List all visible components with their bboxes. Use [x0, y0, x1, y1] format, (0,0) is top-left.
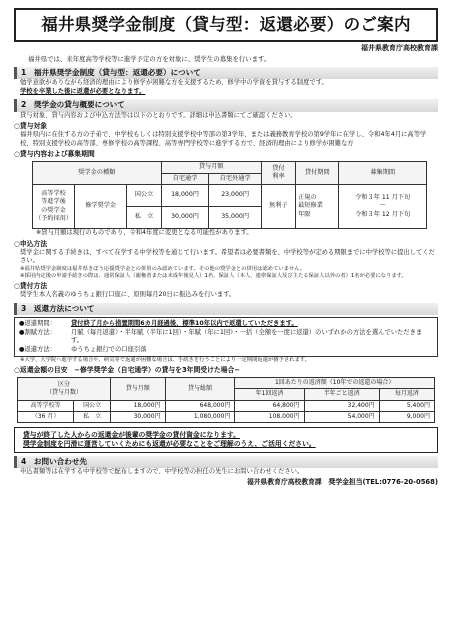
target-title: ○貸与対象: [14, 122, 48, 131]
section3-heading: 3 返還方法について: [14, 303, 438, 315]
td-monthly: 30,000円: [111, 411, 166, 422]
section4-heading: 4 お問い合わせ先: [14, 456, 438, 468]
bank-text: ゆうちょ銀行での口座引落: [71, 345, 147, 353]
td-monthly: 18,000円: [111, 400, 166, 411]
td-cat2: （36 月）: [18, 411, 74, 422]
repayment-table: [17, 377, 435, 422]
td-public: 国公立: [74, 400, 111, 411]
target-text: 福井県内に在住する方の子弟で、中学校もしくは特別支援学校中等部の第3学年、または義務教育学校の第9学年に在学し、令和4年4月に高等学校、特別支援学校の高等部、専修学校の高等課程、高等専門学校等に進学する方で、経済的理由により修学が困難な方: [20, 131, 427, 147]
intro-text: 福井県では、来年度高等学校等に進学予定の方を対象に、奨学生の募集を行います。: [28, 55, 271, 64]
loan-table: [32, 161, 427, 229]
repayment-note: ※大学、大学院へ進学する場合や、病気等で返還が困難な場合は、手続きを行うことにより一定期間返還が猶予されます。: [20, 357, 310, 364]
recruit-tilde: ～: [379, 202, 386, 210]
td-total: 648,000円: [165, 400, 235, 411]
department-name: 福井県教育庁高校教育課: [361, 44, 438, 52]
td-month: 5,400円: [379, 400, 434, 411]
td-private: 私 立: [74, 411, 111, 422]
period-text: 貸付終了月から措置期間6カ月経過後、標準10年以内で返還していただきます。: [71, 320, 298, 328]
content-title: ○貸与内容および募集期間: [14, 150, 95, 159]
table-note: ※貸与月額は現行のものであり、令和4年度に変更となる可能性があります。: [36, 229, 253, 237]
th-type: 奨学金の種類: [33, 162, 162, 185]
apply-text: 奨学金に関する手続きは、すべて在学する中学校等を通じて行います。希望者は必要書類を、中学校等が定める期限までに中学校等に提出してください。: [20, 248, 435, 265]
period-label: ●返還期間：: [19, 320, 56, 328]
installment-text: 月賦（毎月返還）・半年賦（半年に1回）・年賦（年に1回）・一括（全額を一度に返還）のいずれかの方法を選んでいただきます。: [71, 328, 423, 345]
td-recruit: [339, 185, 427, 229]
section2-heading: 2 奨学金の貸与概要について: [14, 99, 438, 111]
apply-note-2: ※採用内定後の申請手続きの際は、通常保証人（親権者または未成年後見人）1名、保証人（本人、連帯保証人及び主たる保証人以外の者）1名が必要になります。: [20, 272, 407, 279]
installment-label: ●割賦方法：: [19, 328, 56, 336]
title-box: [14, 8, 438, 42]
example-title: ○返還金額の目安 −修学奨学金（自宅通学）の貸与を3年間受けた場合−: [14, 366, 240, 375]
section4-text: 申込書類等は在学する中学校等で配布しますので、中学校等の担任の先生にお問い合わせください。: [20, 468, 304, 476]
td-rate: 無利子: [261, 185, 295, 229]
td-period: 正規の 最短修業 年限: [296, 185, 339, 229]
section2-text: 貸与対象、貸与内容および申込方法等は以下のとおりです。詳細は申込書類にてご確認ください。: [20, 111, 297, 119]
td-yearly: 108,000円: [235, 411, 304, 422]
td-pub-away: 23,000円: [209, 185, 261, 207]
th-half: 半年ごと返済: [304, 389, 379, 400]
section1-heading: 1 福井県奨学金制度（貸与型：返還必要）について: [14, 67, 438, 79]
section1-emphasis: 学校を卒業した後に返還が必要となります。: [20, 87, 146, 95]
message-line-2: 奨学金制度を円滑に運営していくためにも返還が必要なことをご理解のうえ、ご活用ください。: [23, 439, 316, 448]
th-rate: 貸付 利率: [261, 162, 295, 185]
bank-label: ●返還方法：: [19, 345, 56, 353]
recruit-start: 令和３年 11 月下旬: [355, 194, 411, 202]
document-page: [14, 8, 438, 487]
repayment-box: [14, 317, 438, 357]
page-title: 福井県奨学金制度（貸与型：返還必要）のご案内: [41, 14, 411, 34]
td-half: 54,000円: [304, 411, 379, 422]
th-once: 1回あたりの返済額（10年での返還の場合）: [235, 378, 435, 389]
td-type-main: 高等学校 等進学後 の奨学金 （予約採用）: [33, 185, 75, 229]
td-priv-away: 35,000円: [209, 207, 261, 229]
td-cat1: 高等学校等: [18, 400, 74, 411]
td-month: 9,000円: [379, 411, 434, 422]
th-recruit: 募集期間: [339, 162, 427, 185]
section1-text: 勉学意欲がありながら経済的理由により修学が困難な方を支援するため、修学中の学資を貸与する制度です。: [20, 79, 328, 87]
th-period: 貸付期間: [296, 162, 339, 185]
apply-note-1: ※福井県奨学金制度は福井県きぼう応援奨学金との併用のみ認めています。その他の奨学金との併用は認めていません。: [20, 265, 306, 272]
th-category: 区分 （貸与月数）: [18, 378, 111, 400]
th-month: 毎月返済: [379, 389, 434, 400]
td-yearly: 64,800円: [235, 400, 304, 411]
contact-info: 福井県教育庁高校教育課 奨学金担当(TEL:0776-20-0568): [246, 477, 438, 486]
method-title: ○貸付方法: [14, 282, 48, 291]
th-away: 自宅外通学: [209, 173, 261, 184]
td-type-sub: 修学奨学金: [75, 185, 127, 229]
td-pub-home: 18,000円: [161, 185, 209, 207]
td-priv-home: 30,000円: [161, 207, 209, 229]
th-total: 貸与総額: [165, 378, 235, 400]
th-monthly: 貸与月額: [111, 378, 166, 400]
method-text: 奨学生本人名義のゆうちょ銀行口座に、原則毎月20日に振込みを行います。: [20, 291, 236, 299]
message-line-1: 貸与が終了した人からの返還金が後輩の奨学金の貸付資金になります。: [23, 430, 240, 439]
td-private: 私 立: [127, 207, 161, 229]
th-amount: 貸与月額: [161, 162, 261, 173]
recruit-end: 令和３年 12 月下旬: [355, 210, 411, 218]
th-yearly: 年1回返済: [235, 389, 304, 400]
td-half: 32,400円: [304, 400, 379, 411]
th-home: 自宅通学: [161, 173, 209, 184]
td-total: 1,080,000円: [165, 411, 235, 422]
message-box: [14, 427, 438, 453]
apply-title: ○申込方法: [14, 239, 48, 248]
td-public: 国公立: [127, 185, 161, 207]
